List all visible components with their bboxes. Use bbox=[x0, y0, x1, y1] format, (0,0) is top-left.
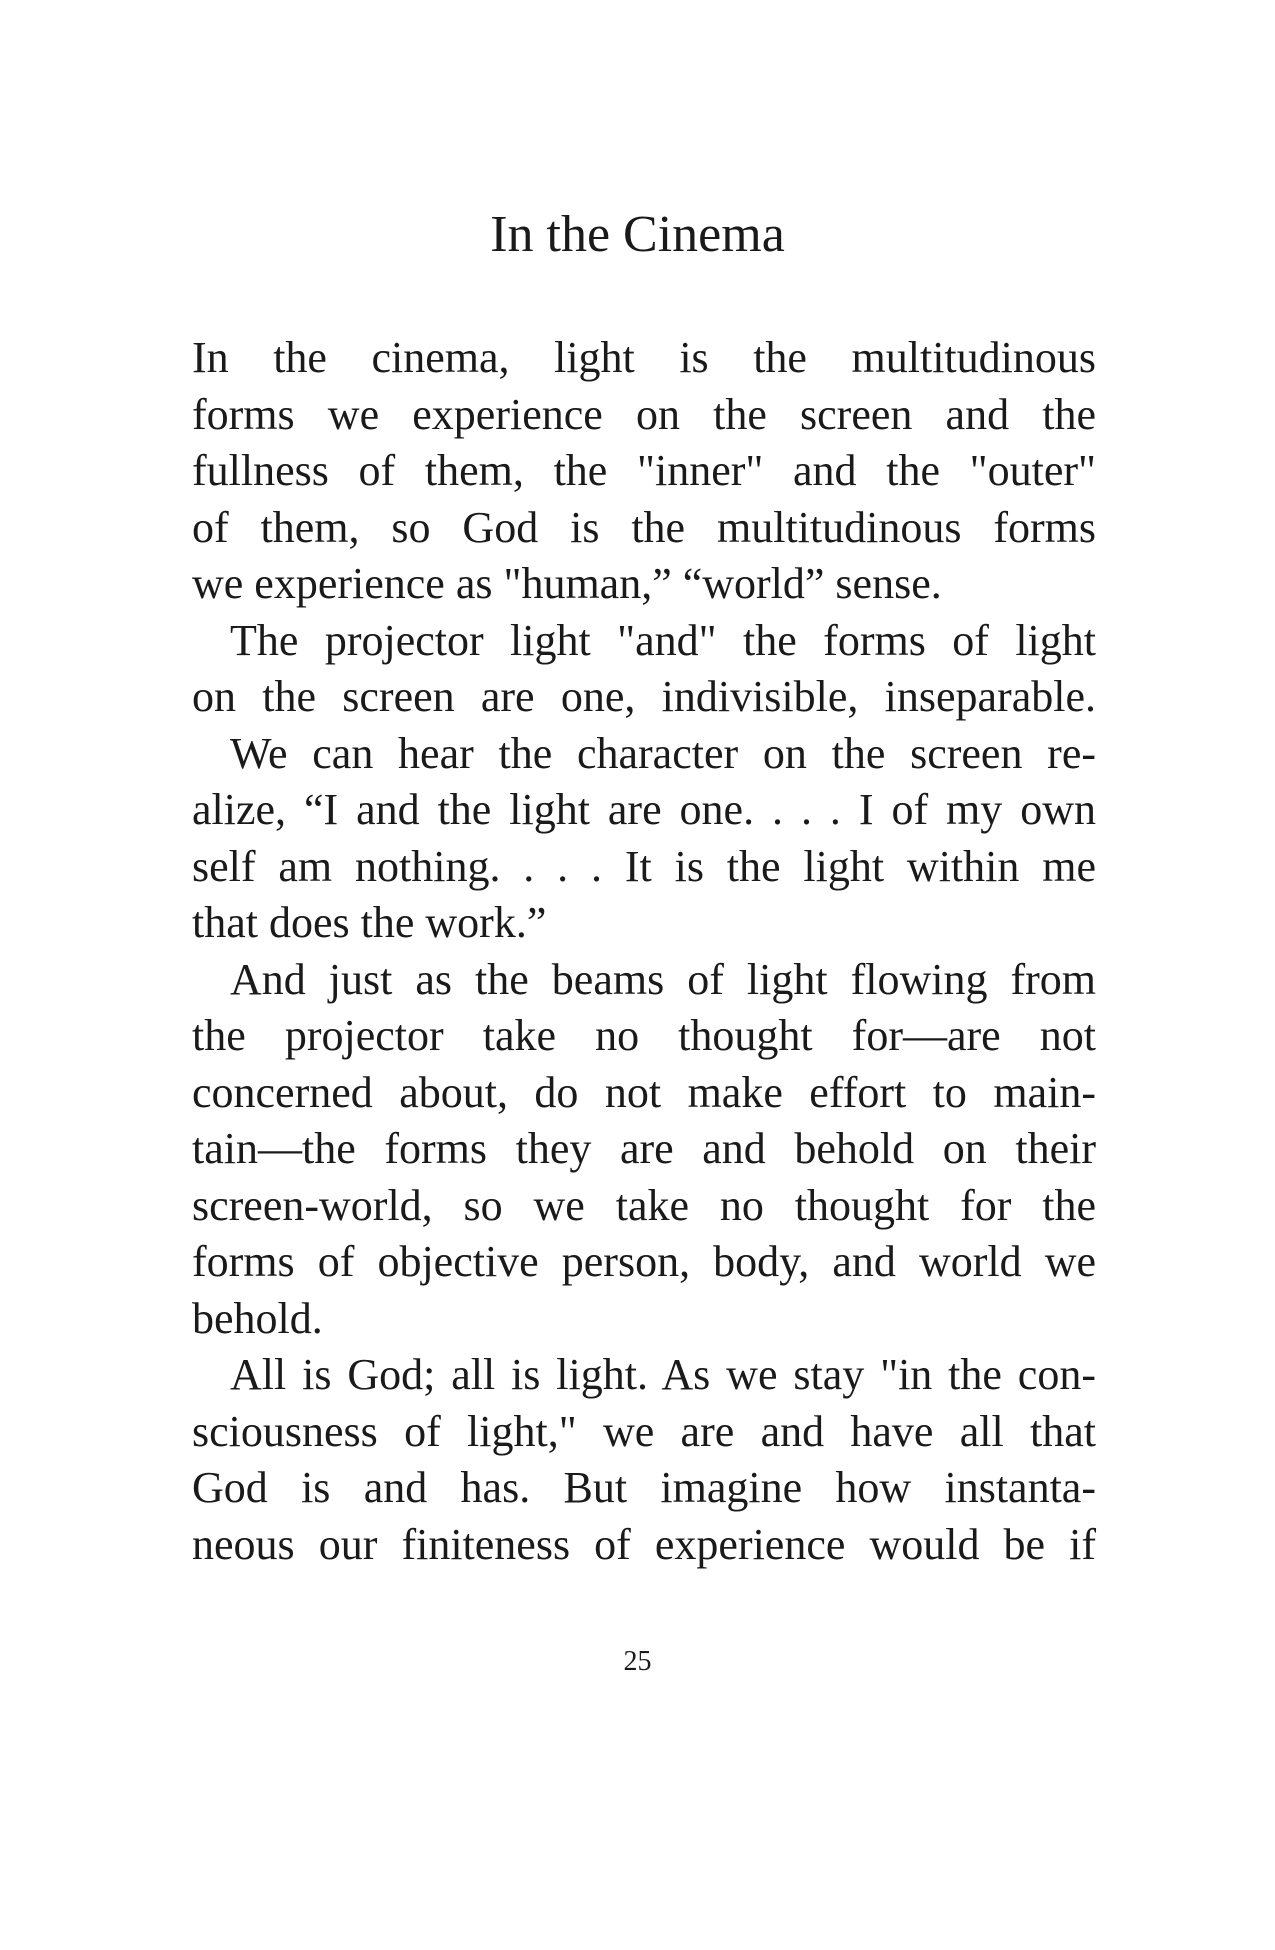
text-line: the projector take no thought for—are not bbox=[192, 1011, 1096, 1060]
text-line: We can hear the character on the screen re- bbox=[230, 728, 1096, 778]
text-line: tain—the forms they are and behold on their bbox=[192, 1124, 1096, 1173]
text-line: that does the work.” bbox=[192, 898, 547, 947]
text-line: forms we experience on the screen and the bbox=[192, 389, 1096, 439]
text-line: behold. bbox=[192, 1293, 323, 1343]
paragraph bbox=[192, 952, 1096, 1348]
text-line: And just as the beams of light flowing from bbox=[230, 954, 1096, 1004]
text-line: fullness of them, the "inner" and the "outer" bbox=[192, 446, 1096, 495]
text-line: The projector light "and" the forms of light bbox=[230, 615, 1096, 665]
text-line: of them, so God is the multitudinous forms bbox=[192, 502, 1096, 552]
text-line: All is God; all is light. As we stay "in the con- bbox=[230, 1350, 1096, 1399]
page-number: 25 bbox=[623, 1646, 652, 1677]
chapter-title: In the Cinema bbox=[490, 206, 785, 263]
text-line: God is and has. But imagine how instanta- bbox=[192, 1463, 1096, 1512]
text-line: on the screen are one, indivisible, inseparable. bbox=[192, 672, 1096, 721]
paragraph bbox=[192, 1347, 1096, 1573]
text-line: concerned about, do not make effort to main- bbox=[192, 1067, 1096, 1117]
paragraph bbox=[192, 726, 1096, 952]
text-line: self am nothing. . . . It is the light within me bbox=[192, 841, 1096, 891]
text-line: screen-world, so we take no thought for the bbox=[192, 1180, 1096, 1230]
text-line: forms of objective person, body, and world we bbox=[192, 1237, 1096, 1286]
paragraph bbox=[192, 613, 1096, 726]
text-line: alize, “I and the light are one. . . . I of my own bbox=[192, 785, 1096, 834]
text-line: In the cinema, light is the multitudinous bbox=[192, 333, 1096, 382]
paragraph bbox=[192, 330, 1096, 613]
text-line: sciousness of light," we are and have all that bbox=[192, 1406, 1096, 1456]
text-line: we experience as "human,” “world” sense. bbox=[192, 559, 942, 608]
body-text bbox=[192, 330, 1096, 1573]
text-line: neous our finiteness of experience would be if bbox=[192, 1519, 1096, 1569]
